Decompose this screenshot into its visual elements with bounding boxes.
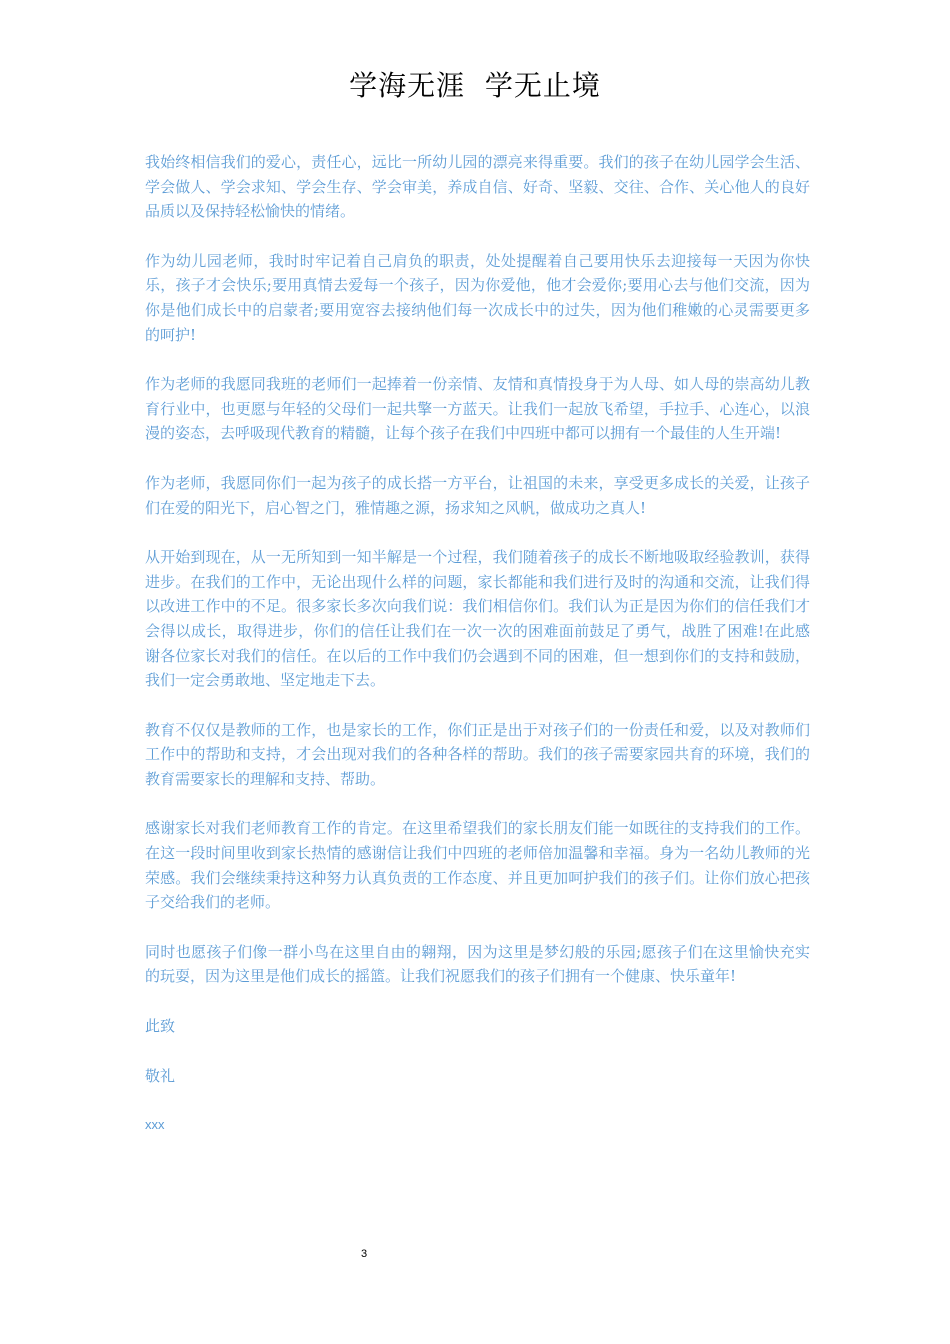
header-title: 学海无涯 学无止境 xyxy=(349,69,601,102)
letter-paragraph-2: 作为幼儿园老师，我时时牢记着自己肩负的职责，处处提醒着自己要用快乐去迎接每一天因为你快乐，孩子才会快乐;要用真情去爱每一个孩子，因为你爱他，他才会爱你;要用心去与他们交流，因为你是他们成长中的启蒙者;要用宽容去接纳他们每一次成长中的过失，因为他们稚嫩的心灵需要更多的呵护! xyxy=(145,251,810,344)
letter-paragraph-6: 教育不仅仅是教师的工作，也是家长的工作，你们正是出于对孩子们的一份责任和爱，以及对教师们工作中的帮助和支持，才会出现对我们的各种各样的帮助。我们的孩子需要家园共育的环境，我们的教育需要家长的理解和支持、帮助。 xyxy=(145,720,810,788)
letter-paragraph-4: 作为老师，我愿同你们一起为孩子的成长搭一方平台，让祖国的未来，享受更多成长的关爱，让孩子们在爱的阳光下，启心智之门，雅情趣之源，扬求知之风帆，做成功之真人! xyxy=(145,473,810,517)
closing-salutation-1: 此致 xyxy=(145,1017,176,1036)
letter-body xyxy=(145,150,810,1138)
letter-paragraph-7: 感谢家长对我们老师教育工作的肯定。在这里希望我们的家长朋友们能一如既往的支持我们的工作。在这一段时间里收到家长热情的感谢信让我们中四班的老师倍加温馨和幸福。身为一名幼儿教师的光荣感。我们会继续秉持这种努力认真负责的工作态度、并且更加呵护我们的孩子们。让你们放心把孩子交给我们的老师。 xyxy=(145,819,810,912)
letter-paragraph-8: 同时也愿孩子们像一群小鸟在这里自由的翱翔，因为这里是梦幻般的乐园;愿孩子们在这里愉快充实的玩耍，因为这里是他们成长的摇篮。让我们祝愿我们的孩子们拥有一个健康、快乐童年! xyxy=(145,942,810,986)
page-number: 3 xyxy=(360,1248,368,1260)
letter-paragraph-3: 作为老师的我愿同我班的老师们一起捧着一份亲情、友情和真情投身于为人母、如人母的崇高幼儿教育行业中，也更愿与年轻的父母们一起共擎一方蓝天。让我们一起放飞希望，手拉手、心连心，以浪漫的姿态，去呼吸现代教育的精髓，让每个孩子在我们中四班中都可以拥有一个最佳的人生开端! xyxy=(145,375,810,443)
sender-name: xxx xyxy=(145,1117,165,1133)
closing-salutation-2: 敬礼 xyxy=(145,1066,176,1085)
letter-paragraph-5: 从开始到现在，从一无所知到一知半解是一个过程，我们随着孩子的成长不断地吸取经验教训，获得进步。在我们的工作中，无论出现什么样的问题，家长都能和我们进行及时的沟通和交流，让我们得以改进工作中的不足。很多家长多次向我们说：我们相信你们。我们认为正是因为你们的信任我们才会得以成长，取得进步，你们的信任让我们在一次一次的困难面前鼓足了勇气，战胜了困难!在此感谢各位家长对我们的信任。在以后的工作中我们仍会遇到不同的困难，但一想到你们的支持和鼓励，我们一定会勇敢地、坚定地走下去。 xyxy=(145,548,810,690)
letter-paragraph-1: 我始终相信我们的爱心，责任心，远比一所幼儿园的漂亮来得重要。我们的孩子在幼儿园学会生活、学会做人、学会求知、学会生存、学会审美，养成自信、好奇、坚毅、交往、合作、关心他人的良好品质以及保持轻松愉快的情绪。 xyxy=(145,153,810,221)
